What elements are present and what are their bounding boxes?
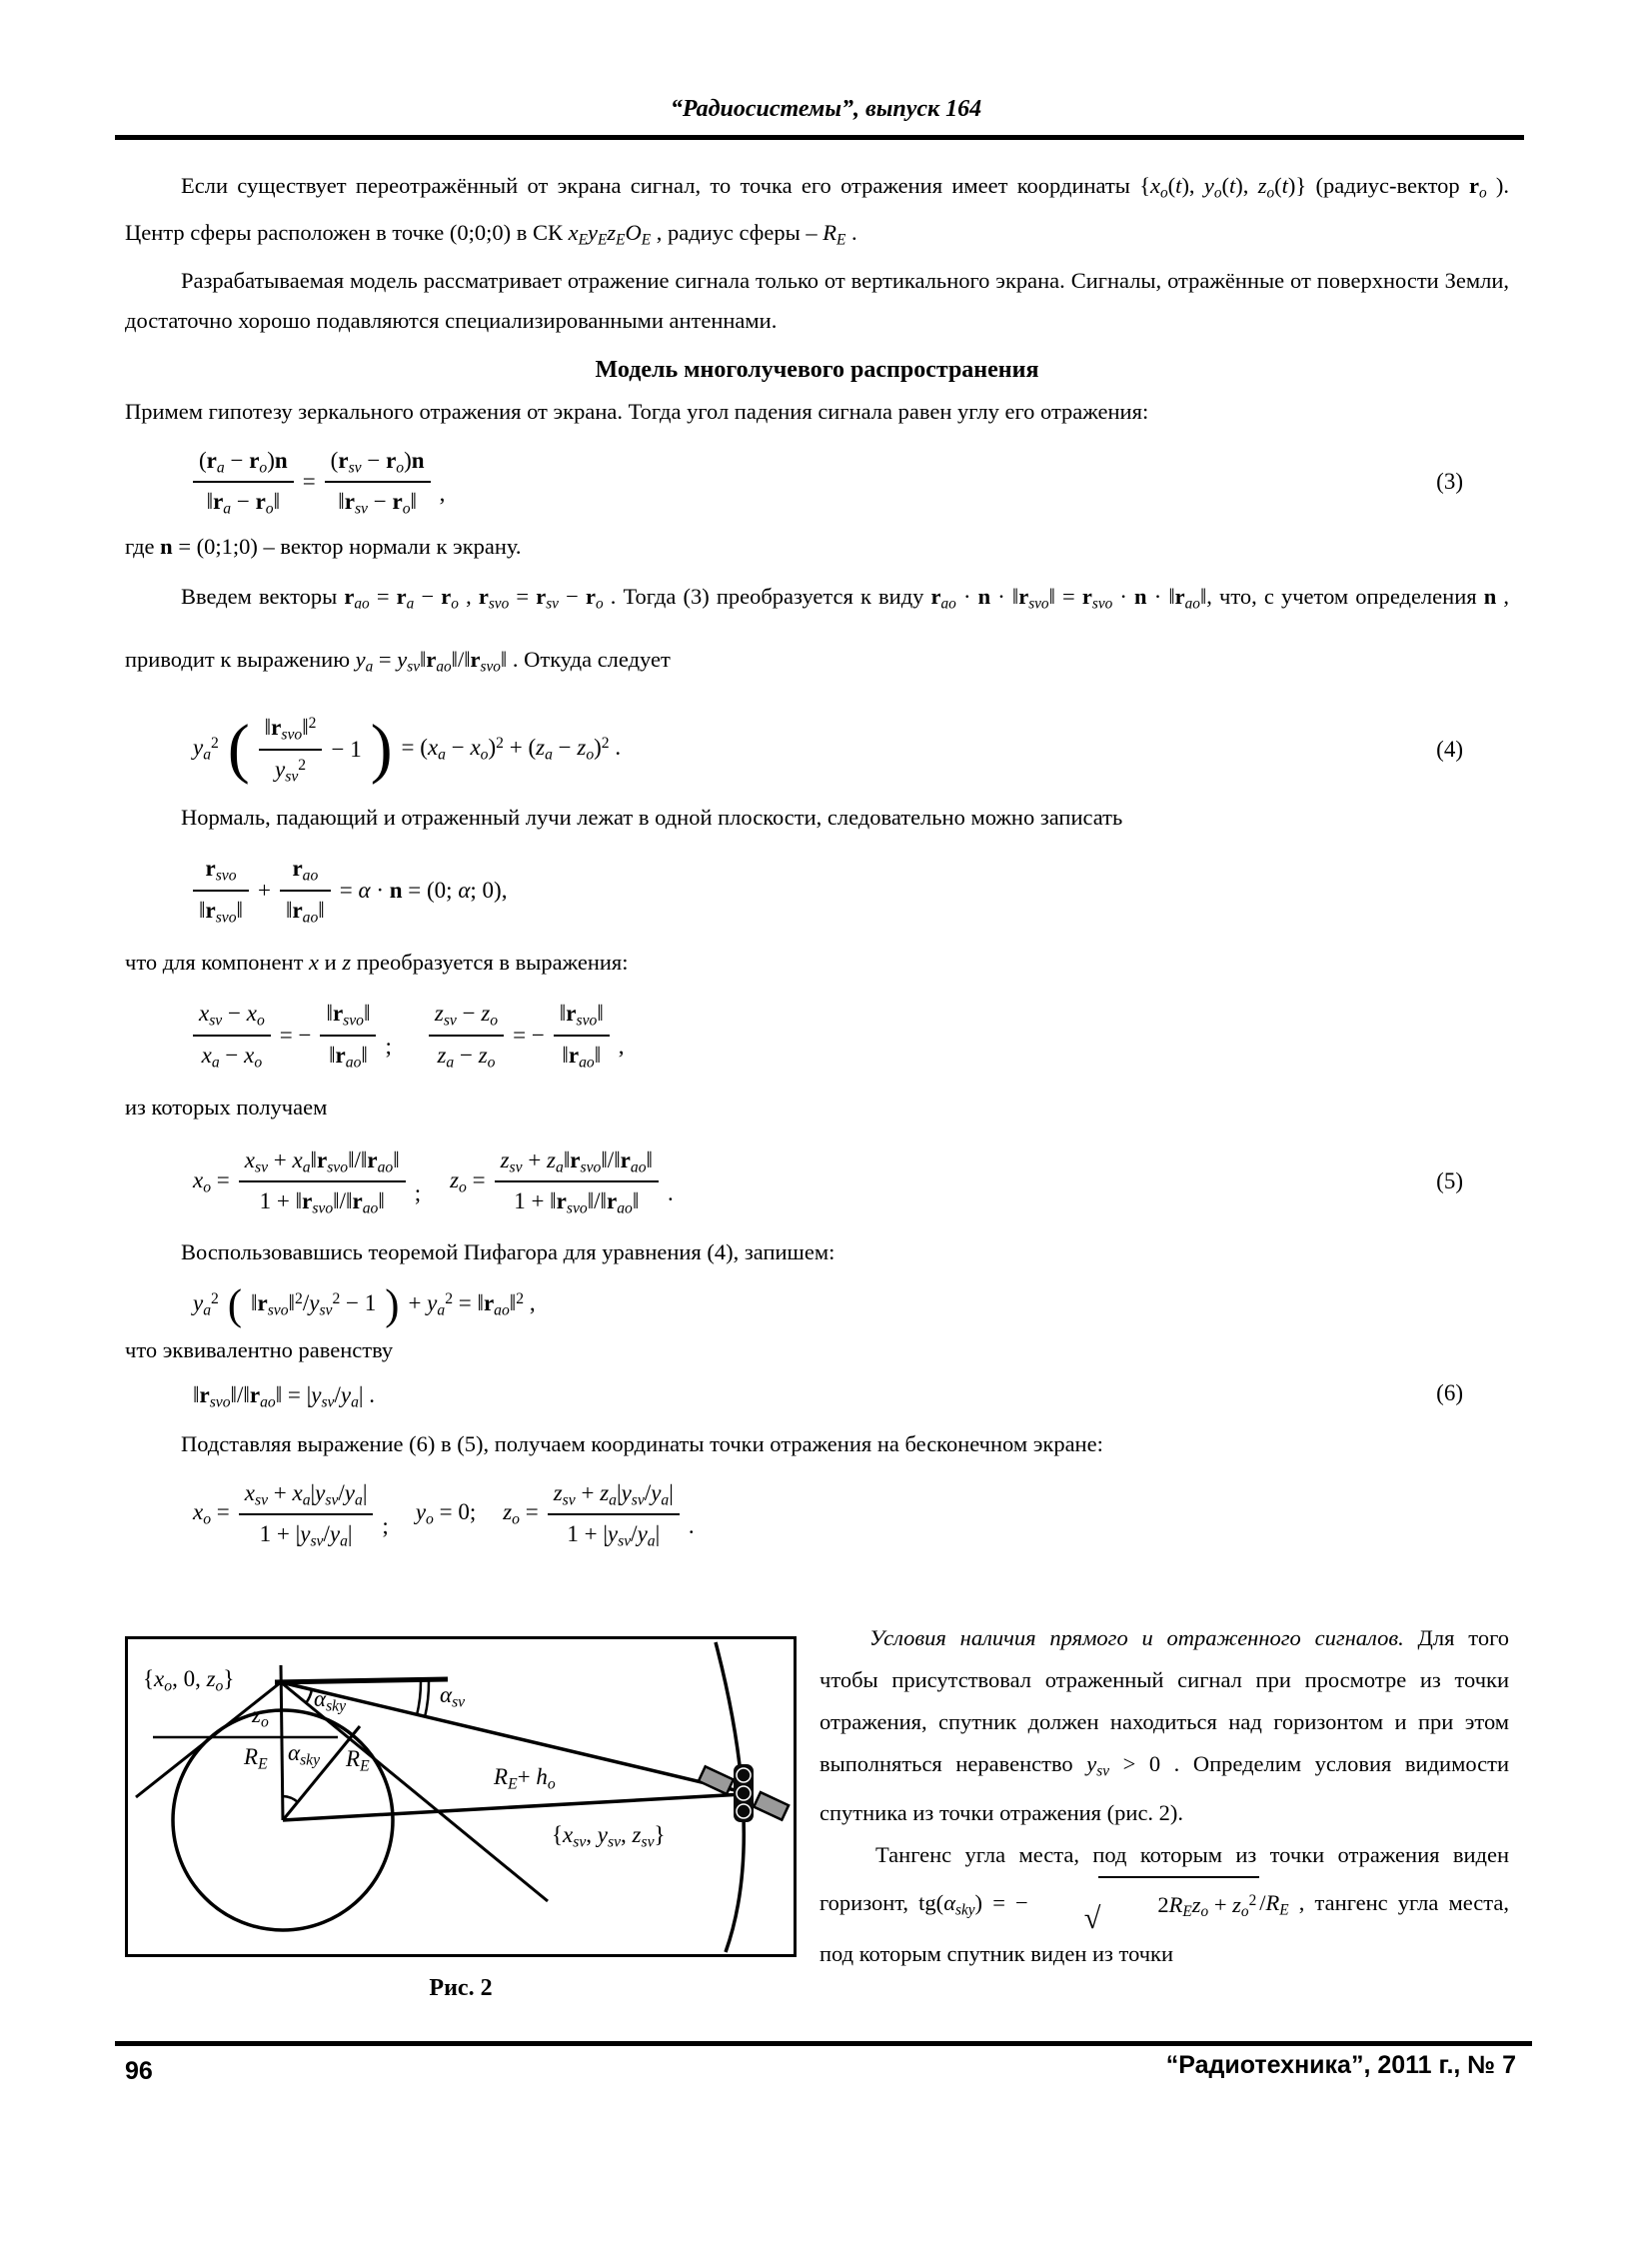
satellite-panel-left bbox=[699, 1766, 734, 1794]
figure-2-box bbox=[125, 1636, 797, 1957]
tangent-text-b: $/R_E$ , тангенс угла места, под которым спутник виден из точки bbox=[820, 1890, 1509, 1967]
tangent-text-a: Тангенс угла места, под которым из точки отражения виден горизонт, $tg(\alpha_{sky})$ = − bbox=[820, 1842, 1509, 1919]
pyth-tail: + $y_a^2$ = $‖r_{ao}‖^2$ , bbox=[408, 1290, 536, 1319]
pyth-close-paren: ) bbox=[385, 1280, 400, 1329]
final-lhs-1: $x_o$ = bbox=[193, 1499, 230, 1528]
paragraph-equivalent: что эквивалентно равенству bbox=[125, 1337, 394, 1363]
alpha-sv-arc-inner bbox=[425, 1681, 429, 1717]
eq4-rhs: = $(x_a - x_o)^2 + (z_a - z_o)^2$ . bbox=[401, 734, 622, 764]
final-fraction-2: $\frac{z_{sv} + z_a|y_{sv}/y_a|}{1 + |y_{sv}/y_a|}$ bbox=[548, 1476, 680, 1553]
eq4-lead: $y_a^2$ bbox=[193, 734, 219, 764]
equation-3 bbox=[125, 438, 1509, 527]
equation-6 bbox=[125, 1376, 1509, 1417]
satellite-segment-top bbox=[737, 1768, 751, 1782]
paragraph-intro-2: Разрабатываемая модель рассматривает отражение сигнала только от вертикального экрана. Сигналы, отражённые от поверхности Земли, достаточно хорошо подавляются специализированными антеннами. bbox=[125, 267, 1509, 333]
eq5-lhs-1: $x_o$ = bbox=[193, 1166, 230, 1196]
radical-sign: √ bbox=[1083, 1901, 1101, 1936]
alpha-sky-arc-top bbox=[306, 1689, 312, 1703]
comp-separator: ; bbox=[385, 1034, 392, 1059]
satellite-icon bbox=[699, 1764, 789, 1822]
comp-fraction-3: $\frac{z_{sv} - z_o}{z_a - z_o}$ bbox=[429, 997, 504, 1074]
figure-2-caption: Рис. 2 bbox=[429, 1975, 493, 2001]
eq5-number: (5) bbox=[1436, 1168, 1463, 1194]
figure-column bbox=[125, 1601, 797, 2002]
paragraph-conditions bbox=[820, 1617, 1509, 1834]
eq3-equals: = bbox=[302, 469, 316, 495]
eq5-fraction-2: $\frac{z_{sv} + z_a‖r_{svo}‖/‖r_{ao}‖}{1 + ‖r_{svo}‖/‖r_{ao}‖}$ bbox=[495, 1143, 659, 1220]
eq3-number: (3) bbox=[1436, 469, 1463, 495]
pyth-lead: $y_a^2$ bbox=[193, 1290, 219, 1319]
paragraph-normal-vector: где n = (0;1;0) – вектор нормали к экрану. bbox=[125, 533, 522, 559]
final-period: . bbox=[688, 1512, 695, 1538]
satellite-segment-bottom bbox=[737, 1804, 751, 1818]
vertical-axis-line bbox=[281, 1665, 283, 1820]
page-number: 96 bbox=[125, 2057, 153, 2085]
plane-fraction-1: $\frac{r_{svo}}{‖r_{svo}‖}$ bbox=[193, 852, 249, 929]
label-satellite-coords: {$x_{sv}$, $y_{sv}$, $z_{sv}$} bbox=[552, 1822, 666, 1851]
paragraph-plane: Нормаль, падающий и отраженный лучи лежат в одной плоскости, следовательно можно записать bbox=[181, 805, 1123, 831]
eq3-left-fraction: $\frac{(r_a - r_o)n}{‖r_a - r_o‖}$ bbox=[193, 444, 294, 521]
eq5-period: . bbox=[667, 1179, 674, 1205]
comp-rel-1: = − bbox=[279, 1022, 312, 1048]
page-content bbox=[0, 166, 1652, 1559]
conditions-body: Для того чтобы присутствовал отраженный сигнал при просмотре из точки отражения, спутник должен находиться над горизонтом и при этом выполняться неравенство $y_{sv} > 0$ . Определим условия видимости спутника из точки отражения (рис. 2). bbox=[820, 1625, 1509, 1826]
eq5-separator: ; bbox=[414, 1179, 422, 1205]
eq3-comma: , bbox=[439, 480, 446, 506]
satellite-segment-mid bbox=[737, 1786, 751, 1800]
tangent-line bbox=[136, 1682, 281, 1797]
equation-5 bbox=[125, 1137, 1509, 1226]
paragraph-vectors: Введем векторы $r_{ao} = r_a - r_o$ , $r_{svo} = r_{sv} - r_o$ . Тогда (3) преобразуется к виду $r_{ao} \cdot n$ · $‖r_{svo}‖ = r_{svo} \cdot n$ · $‖r_{ao}‖$, что, с учетом определения n , приводит к выражению $y_a$ = $y_{sv}‖r_{ao}‖/‖r_{svo}‖$ . Откуда следует bbox=[125, 583, 1509, 676]
label-r-e-h-o: $R_E+ h_o$ bbox=[494, 1764, 556, 1793]
final-separator-1: ; bbox=[382, 1512, 389, 1538]
final-fraction-1: $\frac{x_{sv} + x_a|y_{sv}/y_a|}{1 + |y_{sv}/y_a|}$ bbox=[239, 1476, 374, 1553]
plane-fraction-2: $\frac{r_{ao}}{‖r_{ao}‖}$ bbox=[280, 852, 331, 929]
comp-fraction-4: $\frac{‖r_{svo}‖}{‖r_{ao}‖}$ bbox=[554, 997, 610, 1074]
paragraph-substitute: Подставляя выражение (6) в (5), получаем координаты точки отражения на бесконечном экране: bbox=[181, 1430, 1103, 1456]
paragraph-pythagoras: Воспользовавшись теоремой Пифагора для уравнения (4), запишем: bbox=[181, 1238, 835, 1264]
alpha-sv-arc-outer bbox=[417, 1681, 421, 1715]
equation-components bbox=[125, 991, 1509, 1080]
pyth-inner: $‖r_{svo}‖^2/y_{sv}^2 - 1$ bbox=[251, 1290, 377, 1319]
pyth-open-paren: ( bbox=[227, 1280, 243, 1329]
footer-rule bbox=[115, 2041, 1532, 2046]
alpha-sky-arc-center bbox=[283, 1796, 298, 1802]
right-text-column bbox=[820, 1601, 1509, 2002]
equation-pythagoras bbox=[125, 1280, 1509, 1330]
eq5-fraction-1: $\frac{x_{sv} + x_a‖r_{svo}‖/‖r_{ao}‖}{1 + ‖r_{svo}‖/‖r_{ao}‖}$ bbox=[239, 1143, 406, 1220]
eq4-open-paren: ( bbox=[227, 712, 250, 786]
paragraph-components: что для компонент x и z преобразуется в выражения: bbox=[125, 950, 629, 976]
eq5-lhs-2: $z_o$ = bbox=[450, 1166, 486, 1196]
label-r-e-mid: $R_E$ bbox=[346, 1746, 370, 1775]
comp-fraction-2: $\frac{‖r_{svo}‖}{‖r_{ao}‖}$ bbox=[320, 997, 376, 1074]
two-column-zone bbox=[125, 1601, 1509, 2002]
conditions-lead-italic: Условия наличия прямого и отраженного сигналов. bbox=[869, 1625, 1404, 1650]
comp-rel-2: = − bbox=[513, 1022, 545, 1048]
eq3-right-fraction: $\frac{(r_{sv} - r_o)n}{‖r_{sv} - r_o‖}$ bbox=[325, 444, 431, 521]
satellite-panel-right bbox=[754, 1792, 789, 1820]
header-rule bbox=[115, 135, 1524, 140]
journal-header: “Радиосистемы”, выпуск 164 bbox=[670, 96, 982, 122]
plane-plus: + bbox=[258, 877, 271, 903]
radicand: $2R_Ez_o + z_o^2$ bbox=[1098, 1876, 1259, 1933]
comp-fraction-1: $\frac{x_{sv} - x_o}{x_a - x_o}$ bbox=[193, 997, 271, 1074]
eq4-inner-tail: − 1 bbox=[331, 736, 362, 762]
label-r-e-left: $R_E$ bbox=[244, 1744, 268, 1773]
final-lhs-2: $z_o$ = bbox=[503, 1499, 539, 1528]
label-alpha-sv: $\alpha_{sv}$ bbox=[440, 1682, 466, 1711]
eq4-close-paren: ) bbox=[370, 712, 393, 786]
eq4-number: (4) bbox=[1436, 736, 1463, 762]
label-z-o: $z_o$ bbox=[252, 1702, 269, 1731]
eq6-body: $‖r_{svo}‖/‖r_{ao}‖ = |y_{sv}/y_a|$ . bbox=[193, 1382, 376, 1411]
final-mid: $y_o = 0$; bbox=[415, 1499, 477, 1528]
comp-comma: , bbox=[618, 1034, 625, 1059]
center-to-satellite-line bbox=[283, 1794, 744, 1820]
sqrt-expression bbox=[1028, 1876, 1259, 1936]
label-alpha-sky-mid: $\alpha_{sky}$ bbox=[288, 1740, 321, 1769]
eq6-number: (6) bbox=[1436, 1380, 1463, 1406]
paragraph-intro-1: Если существует переотражённый от экрана сигнал, то точка его отражения имеет координаты {$x_o(t)$, $y_o(t)$, $z_o(t)$} (радиус-вектор $r_o$ ). Центр сферы расположен в точке (0;0;0) в СК $x_Ey_Ez_EO_E$ , радиус сферы – $R_E$ . bbox=[125, 173, 1510, 249]
equation-final bbox=[125, 1470, 1509, 1559]
section-heading: Модель многолучевого распространения bbox=[595, 356, 1039, 383]
label-reflection-coords: {$x_o$, 0, $z_o$} bbox=[143, 1666, 235, 1695]
reflection-point-dot bbox=[279, 1680, 284, 1685]
eq4-fraction: $\frac{‖r_{svo}‖^2}{y_{sv}^2}$ bbox=[259, 711, 323, 788]
paragraph-mirror-hypothesis: Примем гипотезу зеркального отражения от экрана. Тогда угол падения сигнала равен углу его отражения: bbox=[125, 398, 1149, 424]
equation-plane bbox=[125, 846, 1509, 935]
footer-journal-reference: “Радиотехника”, 2011 г., № 7 bbox=[1165, 2051, 1516, 2079]
label-alpha-sky-top: $\alpha_{sky}$ bbox=[314, 1686, 347, 1715]
paragraph-from-which: из которых получаем bbox=[125, 1095, 328, 1120]
equation-4 bbox=[125, 705, 1509, 794]
plane-rhs: = α · n = (0; α; 0), bbox=[339, 877, 508, 903]
paragraph-tangent bbox=[820, 1834, 1509, 1975]
